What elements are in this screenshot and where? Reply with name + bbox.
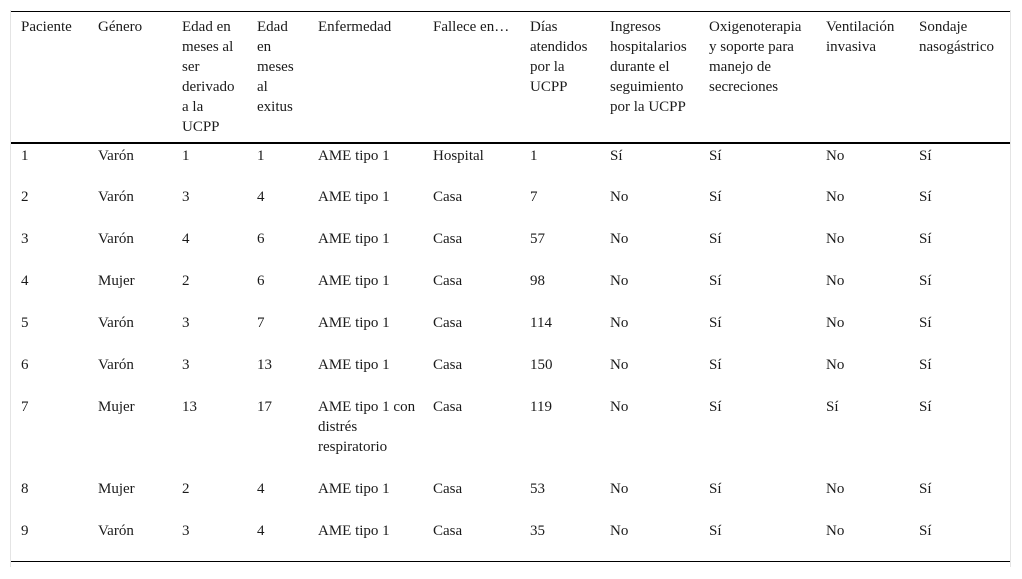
cell-genero: Mujer [98, 481, 135, 497]
cell-edad-exitus: 6 [257, 273, 265, 289]
cell-genero: Varón [98, 148, 134, 164]
header-edad-exitus: Edad en meses al exitus [257, 19, 294, 115]
cell-ingresos: No [610, 357, 629, 373]
header-ingresos: Ingresos hospitalarios durante el seguimiento por la UCPP [610, 19, 687, 115]
cell-enfermedad: AME tipo 1 [318, 273, 390, 289]
cell-paciente: 7 [21, 399, 29, 415]
cell-paciente: 5 [21, 315, 29, 331]
cell-enfermedad: AME tipo 1 [318, 481, 390, 497]
table-row [11, 353, 1010, 395]
cell-sondaje: Sí [919, 399, 932, 415]
cell-paciente: 1 [21, 148, 29, 164]
cell-oxigenoterapia: Sí [709, 523, 722, 539]
cell-genero: Varón [98, 231, 134, 247]
header-ventilacion: Ventilación invasiva [826, 19, 895, 55]
cell-edad-exitus: 4 [257, 189, 265, 205]
cell-genero: Varón [98, 189, 134, 205]
cell-genero: Varón [98, 315, 134, 331]
header-sondaje: Sondaje nasogástrico [919, 19, 994, 55]
cell-ventilacion: No [826, 273, 845, 289]
cell-dias-atendidos: 98 [530, 273, 545, 289]
table-row [11, 477, 1010, 519]
table-row [11, 227, 1010, 269]
cell-genero: Varón [98, 357, 134, 373]
cell-edad-derivado: 3 [182, 523, 190, 539]
cell-paciente: 8 [21, 481, 29, 497]
cell-edad-derivado: 2 [182, 273, 190, 289]
cell-dias-atendidos: 150 [530, 357, 553, 373]
cell-enfermedad: AME tipo 1 [318, 315, 390, 331]
cell-oxigenoterapia: Sí [709, 399, 722, 415]
cell-ingresos: No [610, 273, 629, 289]
cell-edad-exitus: 4 [257, 523, 265, 539]
cell-fallece-en: Casa [433, 189, 463, 205]
cell-dias-atendidos: 57 [530, 231, 545, 247]
header-genero: Género [98, 19, 143, 35]
cell-genero: Varón [98, 523, 134, 539]
table-row [11, 185, 1010, 227]
cell-edad-exitus: 6 [257, 231, 265, 247]
cell-sondaje: Sí [919, 357, 932, 373]
cell-dias-atendidos: 1 [530, 148, 538, 164]
cell-paciente: 9 [21, 523, 29, 539]
cell-edad-exitus: 17 [257, 399, 272, 415]
cell-oxigenoterapia: Sí [709, 148, 722, 164]
cell-enfermedad: AME tipo 1 con distrés respiratorio [318, 399, 416, 455]
cell-enfermedad: AME tipo 1 [318, 189, 390, 205]
cell-ingresos: No [610, 481, 629, 497]
cell-genero: Mujer [98, 399, 135, 415]
cell-edad-derivado: 3 [182, 315, 190, 331]
cell-oxigenoterapia: Sí [709, 481, 722, 497]
cell-edad-derivado: 3 [182, 357, 190, 373]
table-row [11, 269, 1010, 311]
cell-paciente: 6 [21, 357, 29, 373]
cell-ingresos: No [610, 315, 629, 331]
cell-ingresos: Sí [610, 148, 623, 164]
cell-sondaje: Sí [919, 231, 932, 247]
header-oxigenoterapia: Oxigenoterapia y soporte para manejo de secreciones [709, 19, 802, 95]
cell-fallece-en: Casa [433, 231, 463, 247]
cell-genero: Mujer [98, 273, 135, 289]
cell-edad-derivado: 13 [182, 399, 197, 415]
cell-edad-derivado: 2 [182, 481, 190, 497]
cell-dias-atendidos: 35 [530, 523, 545, 539]
cell-fallece-en: Casa [433, 273, 463, 289]
header-enfermedad: Enfermedad [318, 19, 392, 35]
cell-ventilacion: No [826, 148, 845, 164]
cell-ventilacion: No [826, 315, 845, 331]
cell-fallece-en: Casa [433, 523, 463, 539]
cell-ingresos: No [610, 189, 629, 205]
cell-paciente: 4 [21, 273, 29, 289]
cell-oxigenoterapia: Sí [709, 231, 722, 247]
cell-edad-exitus: 1 [257, 148, 265, 164]
cell-fallece-en: Casa [433, 315, 463, 331]
cell-ingresos: No [610, 523, 629, 539]
cell-fallece-en: Casa [433, 357, 463, 373]
cell-dias-atendidos: 53 [530, 481, 545, 497]
cell-paciente: 3 [21, 231, 29, 247]
cell-edad-exitus: 7 [257, 315, 265, 331]
cell-oxigenoterapia: Sí [709, 189, 722, 205]
cell-oxigenoterapia: Sí [709, 357, 722, 373]
cell-enfermedad: AME tipo 1 [318, 357, 390, 373]
table-row [11, 311, 1010, 353]
cell-ventilacion: No [826, 189, 845, 205]
cell-dias-atendidos: 7 [530, 189, 538, 205]
cell-fallece-en: Hospital [433, 148, 484, 164]
cell-sondaje: Sí [919, 481, 932, 497]
cell-sondaje: Sí [919, 523, 932, 539]
header-row [11, 12, 1010, 144]
cell-oxigenoterapia: Sí [709, 273, 722, 289]
cell-sondaje: Sí [919, 273, 932, 289]
cell-sondaje: Sí [919, 148, 932, 164]
cell-edad-exitus: 13 [257, 357, 272, 373]
cell-fallece-en: Casa [433, 481, 463, 497]
cell-dias-atendidos: 114 [530, 315, 552, 331]
cell-enfermedad: AME tipo 1 [318, 148, 390, 164]
cell-edad-exitus: 4 [257, 481, 265, 497]
cell-edad-derivado: 4 [182, 231, 190, 247]
cell-oxigenoterapia: Sí [709, 315, 722, 331]
header-dias-atendidos: Días atendidos por la UCPP [530, 19, 588, 95]
cell-fallece-en: Casa [433, 399, 463, 415]
cell-enfermedad: AME tipo 1 [318, 523, 390, 539]
cell-enfermedad: AME tipo 1 [318, 231, 390, 247]
cell-paciente: 2 [21, 189, 29, 205]
cell-ventilacion: No [826, 357, 845, 373]
cell-ventilacion: Sí [826, 399, 839, 415]
cell-dias-atendidos: 119 [530, 399, 552, 415]
cell-edad-derivado: 1 [182, 148, 190, 164]
cell-ventilacion: No [826, 231, 845, 247]
cell-ventilacion: No [826, 481, 845, 497]
header-paciente: Paciente [21, 19, 72, 35]
cell-sondaje: Sí [919, 315, 932, 331]
table-row [11, 519, 1010, 561]
header-fallece-en: Fallece en… [433, 19, 510, 35]
header-edad-derivado: Edad en meses al ser derivado a la UCPP [182, 19, 235, 135]
cell-ingresos: No [610, 399, 629, 415]
cell-ingresos: No [610, 231, 629, 247]
cell-sondaje: Sí [919, 189, 932, 205]
cell-edad-derivado: 3 [182, 189, 190, 205]
cell-ventilacion: No [826, 523, 845, 539]
table-row [11, 395, 1010, 477]
table-row [11, 143, 1010, 185]
patients-table [11, 11, 1010, 562]
